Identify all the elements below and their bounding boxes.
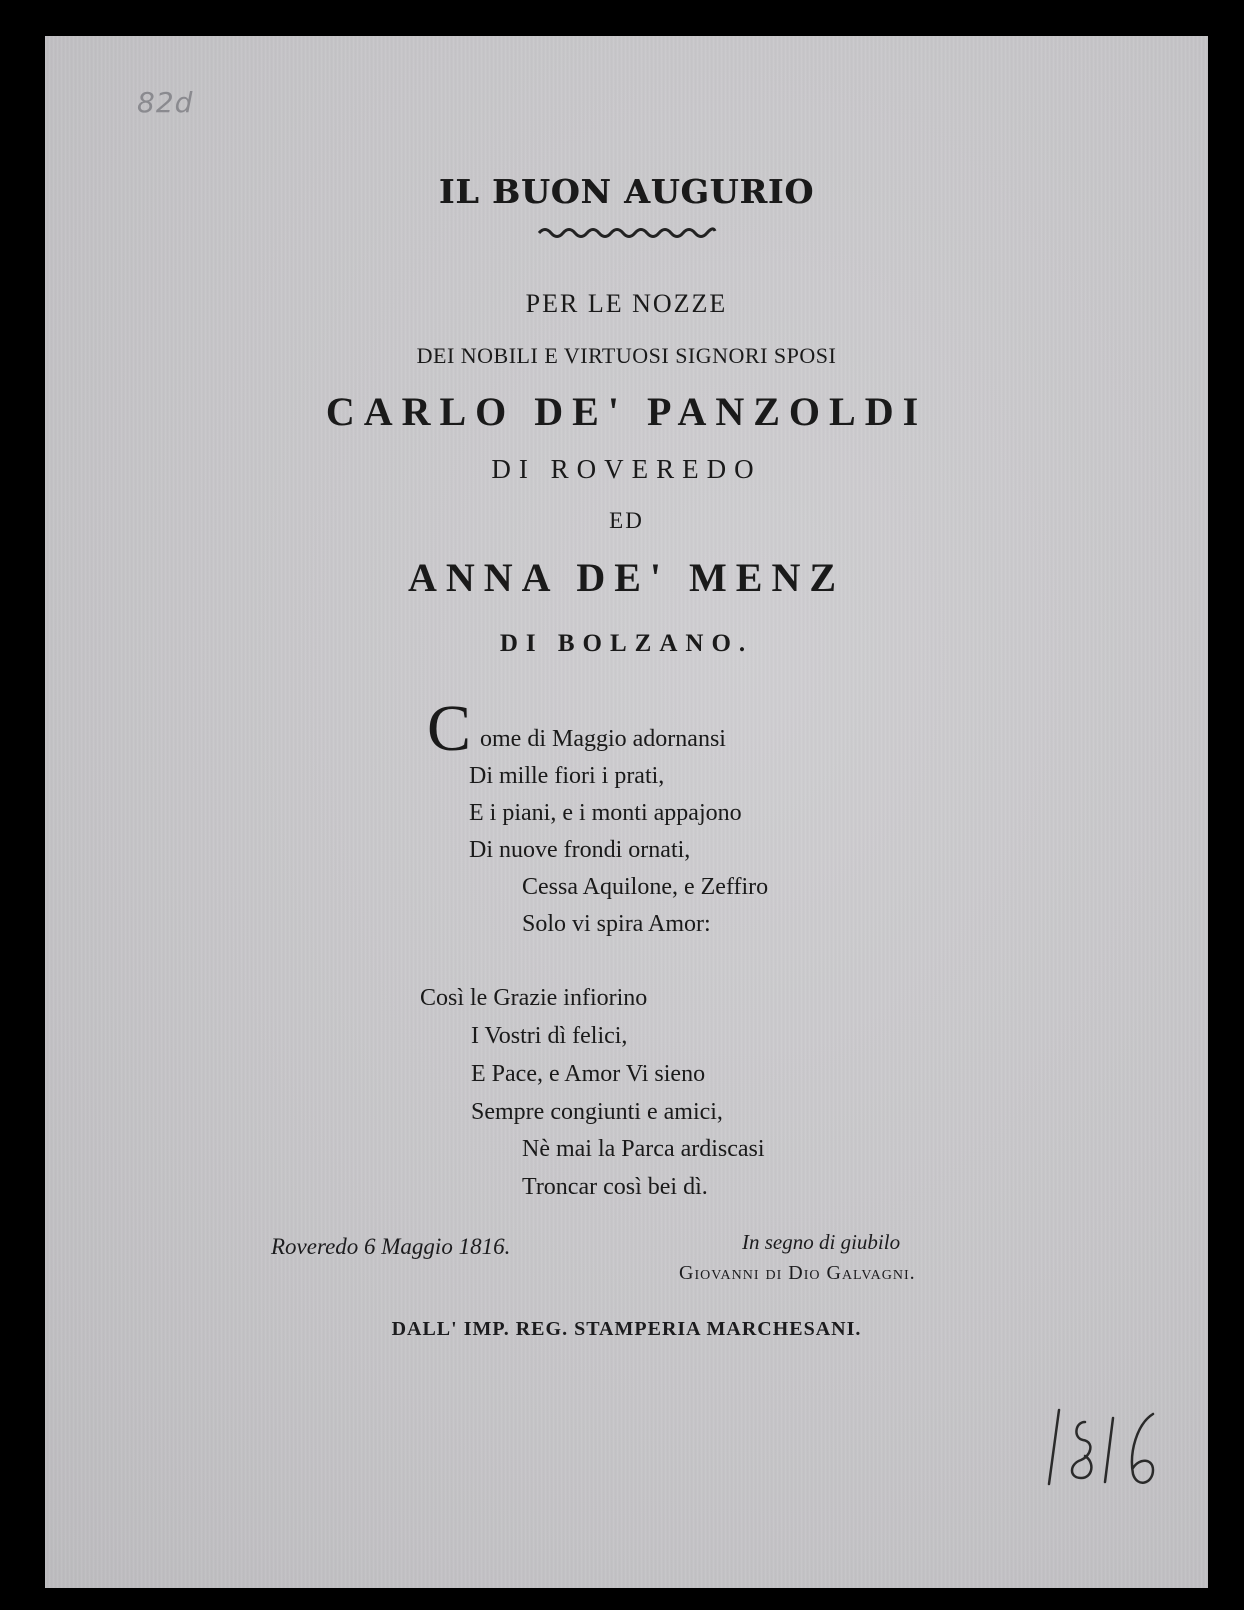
poem-line: ome di Maggio adornansi bbox=[480, 726, 726, 752]
place-date: Roveredo 6 Maggio 1816. bbox=[271, 1234, 511, 1259]
catalog-mark: 82d bbox=[137, 86, 194, 119]
poem-line: Sempre congiunti e amici, bbox=[471, 1099, 723, 1125]
dedication-line-1: PER LE NOZZE bbox=[525, 289, 728, 318]
poem-line: E i piani, e i monti appajono bbox=[469, 800, 742, 826]
poem-line: Troncar così bei dì. bbox=[522, 1174, 708, 1200]
poem-line: Di nuove frondi ornati, bbox=[469, 837, 691, 863]
poem-line: Cessa Aquilone, e Zeffiro bbox=[522, 874, 769, 900]
poem-line: Solo vi spira Amor: bbox=[522, 911, 711, 937]
bride-name: ANNA DE' MENZ bbox=[407, 555, 846, 600]
groom-name: CARLO DE' PANZOLDI bbox=[325, 389, 928, 434]
handwritten-year bbox=[1041, 1404, 1171, 1498]
signature-line-1: In segno di giubilo bbox=[742, 1230, 901, 1254]
signature-line-2: Giovanni di Dio Galvagni. bbox=[679, 1262, 916, 1284]
printer-imprint: DALL' IMP. REG. STAMPERIA MARCHESANI. bbox=[391, 1318, 862, 1340]
poem-line: E Pace, e Amor Vi sieno bbox=[471, 1061, 706, 1087]
document-title: IL BUON AUGURIO bbox=[438, 172, 815, 211]
bride-origin: DI BOLZANO. bbox=[499, 630, 754, 657]
poem-line: I Vostri dì felici, bbox=[471, 1023, 628, 1049]
poem-line: Di mille fiori i prati, bbox=[469, 763, 665, 789]
ornament-divider bbox=[45, 224, 1208, 243]
poem-dropcap: C bbox=[427, 692, 472, 765]
document-sheet bbox=[45, 36, 1208, 1588]
conjunction: ED bbox=[609, 508, 644, 533]
poem-line: Nè mai la Parca ardiscasi bbox=[522, 1136, 765, 1162]
dedication-line-2: DEI NOBILI E VIRTUOSI SIGNORI SPOSI bbox=[416, 343, 837, 368]
poem-line: Così le Grazie infiorino bbox=[420, 985, 648, 1011]
groom-origin: DI ROVEREDO bbox=[491, 454, 762, 484]
